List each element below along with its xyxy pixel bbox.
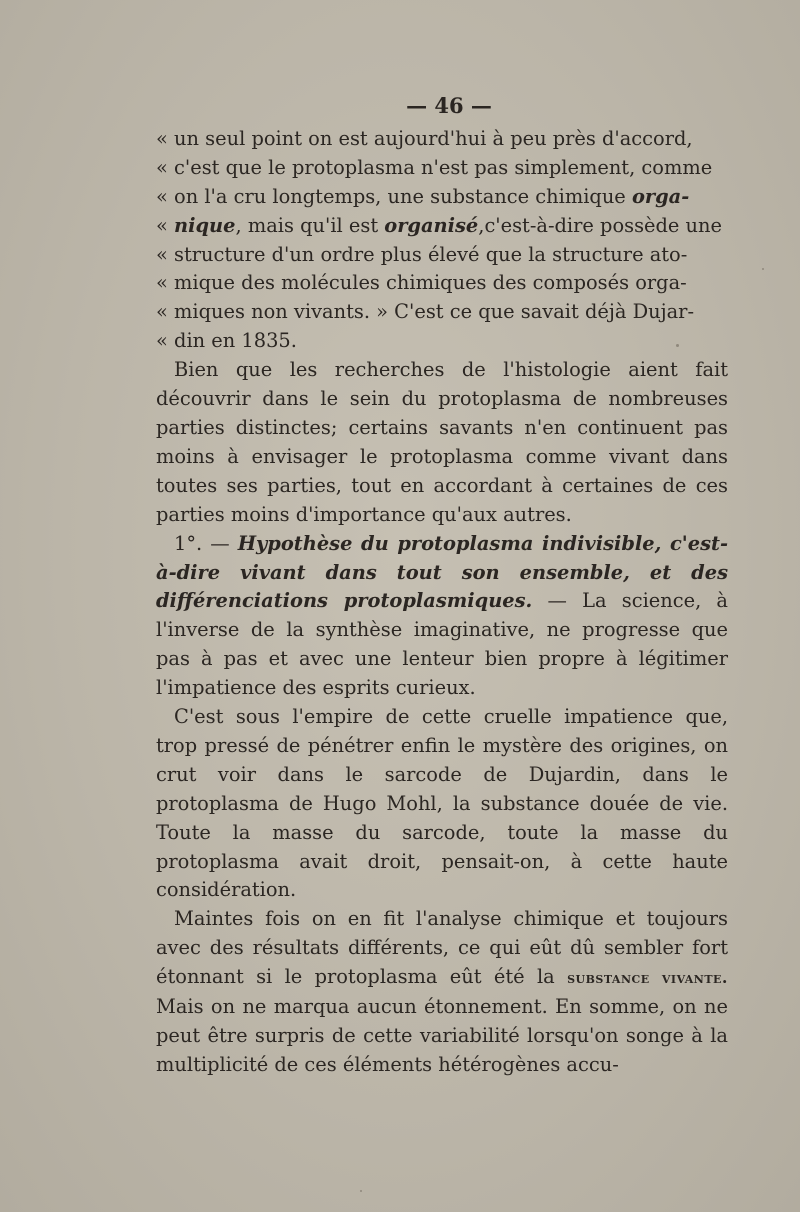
- text-line: « c'est que le protoplasma n'est pas simplement, comme: [156, 155, 713, 179]
- italic-word: organisé: [384, 213, 479, 237]
- text-line: « on l'a cru longtemps, une substance chimique orga-: [156, 184, 690, 208]
- paragraph-hypothesis: 1°. — Hypothèse du protoplasma indivisible, c'est-à-dire vivant dans tout son ensemble, et des différenciations protoplasmiques. — La science, à l'inverse de la synthèse imaginative, ne progresse que pas à pas et avec une lenteur bien propre à légitimer l'impatience des esprits curieux.: [156, 531, 728, 700]
- text-line: « mique des molécules chimiques des composés orga-: [156, 271, 687, 295]
- page-text: [156, 92, 728, 1080]
- text-line: « miques non vivants. » C'est ce que savait déjà Dujar-: [156, 300, 695, 324]
- text-line: « un seul point on est aujourd'hui à peu près d'accord,: [156, 126, 693, 150]
- text-line: « nique, mais qu'il est organisé,c'est-à-dire possède une: [156, 213, 723, 237]
- paragraph: C'est sous l'empire de cette cruelle impatience que, trop pressé de pénétrer enfin le mystère des origines, on crut voir dans le sarcode de Dujardin, dans le protoplasma de Hugo Mohl, la substance douée de vie. Toute la masse du sarcode, toute la masse du protoplasma avait droit, pensait-on, à cette haute considération.: [156, 705, 728, 902]
- small-caps-term: substance vivante.: [567, 968, 728, 988]
- text-line: « din en 1835.: [156, 329, 297, 353]
- paragraph: Bien que les recherches de l'histologie aient fait découvrir dans le sein du protoplasma de nombreuses parties distinctes; certains savants n'en continuent pas moins à envisager le protoplasma comme vivant dans toutes ses parties, tout en accordant à certaines de ces parties moins d'importance qu'aux autres.: [156, 358, 728, 526]
- italic-word: nique: [174, 213, 236, 237]
- paragraph: Maintes fois on en fit l'analyse chimique et toujours avec des résultats différents, ce qui eût dû sembler fort étonnant si le protoplasma eût été la substance vivante. Mais on ne marqua aucun étonnement. En somme, on ne peut être surpris de cette variabilité lorsqu'on songe à la multiplicité de ces éléments hétérogènes accu-: [156, 907, 728, 1076]
- text-line: « structure d'un ordre plus élevé que la structure ato-: [156, 242, 688, 266]
- paper-speck: [360, 1190, 362, 1192]
- paper-speck: [762, 268, 764, 270]
- italic-word: orga-: [631, 184, 690, 208]
- page-number: — 46 —: [406, 93, 492, 118]
- paper-speck: [676, 344, 679, 347]
- section-heading: Hypothèse du protoplasma indivisible, c'est-à-dire vivant dans tout son ensemble, et des différenciations protoplasmiques.: [156, 531, 728, 613]
- quote-paragraph: [156, 125, 728, 356]
